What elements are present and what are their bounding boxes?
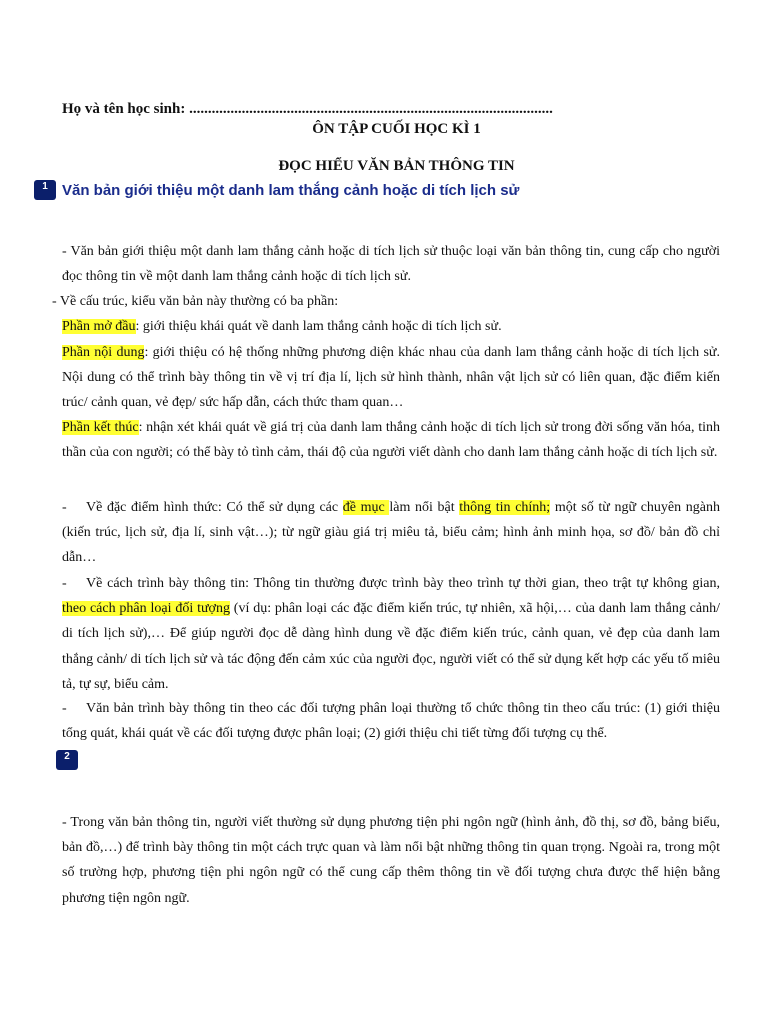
highlight: Phần nội dung [62,345,145,360]
text: Văn bản trình bày thông tin theo các đối tượng phân loại thường tổ chức thông tin theo cấu trúc: (1) giới thiệu tổng quát, khái quát về các đối tượng được phân loại; (2) giới thiệu chi tiết từng đối tượng cụ thể. [62,701,720,742]
paragraph: - Về cấu trúc, kiểu văn bản này thường có ba phần: [52,294,339,309]
section-badge-2: 2 [56,750,78,770]
text: Về cách trình bày thông tin: Thông tin thường được trình bày theo trình tự thời gian, theo trật tự không gian, [86,576,720,591]
dash: - [62,701,67,716]
section-badge-1: 1 [34,180,56,200]
paragraph: - Văn bản giới thiệu một danh lam thắng cảnh hoặc di tích lịch sử thuộc loại văn bản thông tin, cung cấp cho người đọc thông tin về một danh lam thắng cảnh hoặc di tích lịch sử. [62,244,720,285]
section-heading: Văn bản giới thiệu một danh lam thắng cảnh hoặc di tích lịch sử [62,182,520,199]
highlight: theo cách phân loại đối tượng [62,601,230,617]
paragraph: - Trong văn bản thông tin, người viết thường sử dụng phương tiện phi ngôn ngữ (hình ảnh, đồ thị, sơ đồ, bảng biểu, bản đồ,…) để trình bày thông tin một cách trực quan và làm nổi bật những thông tin quan trọng. Ngoài ra, trong một số trường hợp, phương tiện phi ngôn ngữ có thể cung cấp thêm thông tin về đối tượng chưa được thể hiện bằng phương tiện ngôn ngữ. [62,815,720,906]
dash: - [62,576,67,591]
paragraph [62,495,720,571]
highlight: Phần mở đầu [62,319,136,334]
text: : nhận xét khái quát về giá trị của danh lam thắng cảnh hoặc di tích lịch sử trong đời sống văn hóa, tinh thần của con người; có thể bày tỏ tình cảm, thái độ của người viết dành cho danh lam thắng cảnh hoặc di tích lịch sử. [62,420,720,461]
highlight: thông tin chính; [459,500,551,515]
highlight: đề mục [342,500,390,515]
page-title: ÔN TẬP CUỐI HỌC KÌ 1 [312,121,481,137]
text: Về đặc điểm hình thức: Có thể sử dụng các [86,500,343,515]
text: : giới thiệu có hệ thống những phương diện khác nhau của danh lam thắng cảnh hoặc di tích lịch sử. Nội dung có thể trình bày thông tin về vị trí địa lí, lịch sử hình thành, nhân vật lịch sử có liên quan, đặc điểm kiến trúc/ cảnh quan, vẻ đẹp/ sức hấp dẫn, cách thức tham quan… [62,345,721,411]
text: : giới thiệu khái quát về danh lam thắng cảnh hoặc di tích lịch sử. [135,319,502,334]
paragraph [62,415,720,465]
text: (ví dụ: phân loại các đặc điểm kiến trúc, tự nhiên, xã hội,… của danh lam thắng cảnh/ di tích lịch sử),… Để giúp người đọc dễ dàng hình dung về đặc điểm kiến trúc, cảnh quan, vẻ đẹp của danh lam thắng cảnh/ di tích lịch sử và tác động đến cảm xúc của người đọc, người viết có thể sử dụng kết hợp các yếu tố miêu tả, tự sự, biểu cảm. [62,601,720,692]
page-subtitle: ĐỌC HIỂU VĂN BẢN THÔNG TIN [278,158,515,174]
student-name-line: Họ và tên học sinh: ................................................................................................. [62,101,553,117]
highlight: Phần kết thúc [62,420,139,435]
paragraph [62,314,720,339]
paragraph [62,571,720,697]
paragraph [62,340,720,416]
dash: - [62,500,67,515]
text: làm nổi bật [389,500,460,515]
paragraph [62,696,720,746]
text: một số từ ngữ chuyên ngành (kiến trúc, lịch sử, địa lí, sinh vật…); từ ngữ giàu giá trị miêu tả, biểu cảm; hình ảnh minh họa, sơ đồ/ bản đồ chỉ dẫn… [62,500,720,566]
